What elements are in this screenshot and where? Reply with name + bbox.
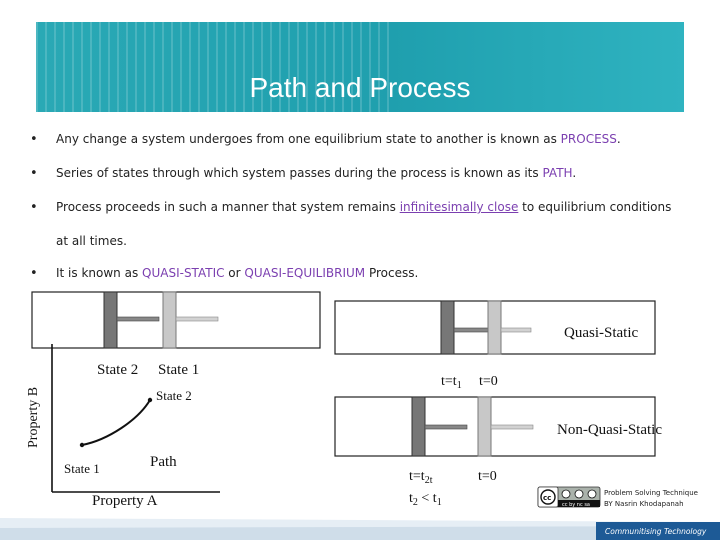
right-bottom-piston-t0: [478, 397, 491, 456]
left-piston-state2: [104, 292, 117, 348]
slide-title: Path and Process: [249, 72, 471, 103]
state2-curve-label: State 2: [156, 388, 192, 403]
right-top-rod-t0: [501, 328, 531, 332]
path-label: Path: [150, 454, 177, 470]
right-bottom-rod-t0: [491, 425, 533, 429]
t2-lt-t1-label: $t_2 < t_1$: [409, 491, 442, 508]
nc-icon: [575, 490, 583, 498]
bullet-text: to equilibrium conditions at all times.: [56, 200, 672, 248]
left-piston-state1: [163, 292, 176, 348]
bullet-highlight: infinitesimally close: [399, 200, 519, 214]
bullet-text: .: [616, 132, 621, 146]
right-bottom-rod-t2: [425, 425, 467, 429]
bullet-dot: •: [30, 266, 38, 281]
path-curve: [82, 400, 150, 445]
cc-license-badge: [538, 487, 600, 508]
bullet-text: Process proceeds in such a manner that system remains: [56, 200, 400, 214]
bullet-dot: •: [30, 166, 38, 181]
state2-point: [148, 398, 152, 402]
state1-label-top: State 1: [158, 362, 200, 378]
footer-author: BY Nasrin Khodapanah: [604, 500, 684, 508]
state1-point: [80, 443, 84, 447]
right-top-piston-t1: [441, 301, 454, 354]
bullet-text: Series of states through which system passes during the process is known as its: [56, 166, 543, 180]
bullet-highlight: PROCESS: [560, 132, 617, 146]
right-bottom-piston-t2: [412, 397, 425, 456]
bullet-dot: •: [30, 132, 38, 147]
t-eq-t1-label: $t=t_1$: [441, 374, 462, 391]
quasi-static-label: Quasi-Static: [564, 325, 639, 341]
footer-course: Problem Solving Technique: [604, 489, 698, 497]
bullet-highlight: QUASI-STATIC: [142, 266, 225, 280]
non-quasi-static-label: Non-Quasi-Static: [557, 422, 662, 438]
right-top-piston-t0: [488, 301, 501, 354]
bullet-highlight: PATH: [542, 166, 573, 180]
license-text: cc by nc sa: [562, 502, 590, 508]
state2-label-top: State 2: [97, 362, 139, 378]
property-a-label: Property A: [92, 493, 158, 509]
footer-strip-text: Communitising Technology: [605, 527, 707, 536]
t-eq-t2-label: $t=t_{2t}$: [409, 469, 433, 486]
left-piston-rod-state1: [176, 317, 218, 321]
bullet-text: .: [572, 166, 577, 180]
bullet-text: It is known as: [56, 266, 143, 280]
t-eq-0-bottom-label: t=0: [478, 469, 497, 484]
t-eq-0-top-label: t=0: [479, 374, 498, 389]
sa-icon: [588, 490, 596, 498]
property-b-label: Property B: [26, 386, 41, 448]
by-icon: [562, 490, 570, 498]
state1-curve-label: State 1: [64, 461, 100, 476]
bullet-highlight: QUASI-EQUILIBRIUM: [244, 266, 366, 280]
bullet-text: or: [224, 266, 245, 280]
left-piston-rod-state2: [117, 317, 159, 321]
bullet-text: Any change a system undergoes from one equilibrium state to another is known as: [56, 132, 561, 146]
bullet-dot: •: [30, 200, 38, 215]
cc-icon-text: cc: [543, 494, 552, 502]
bullet-text: Process.: [365, 266, 419, 280]
